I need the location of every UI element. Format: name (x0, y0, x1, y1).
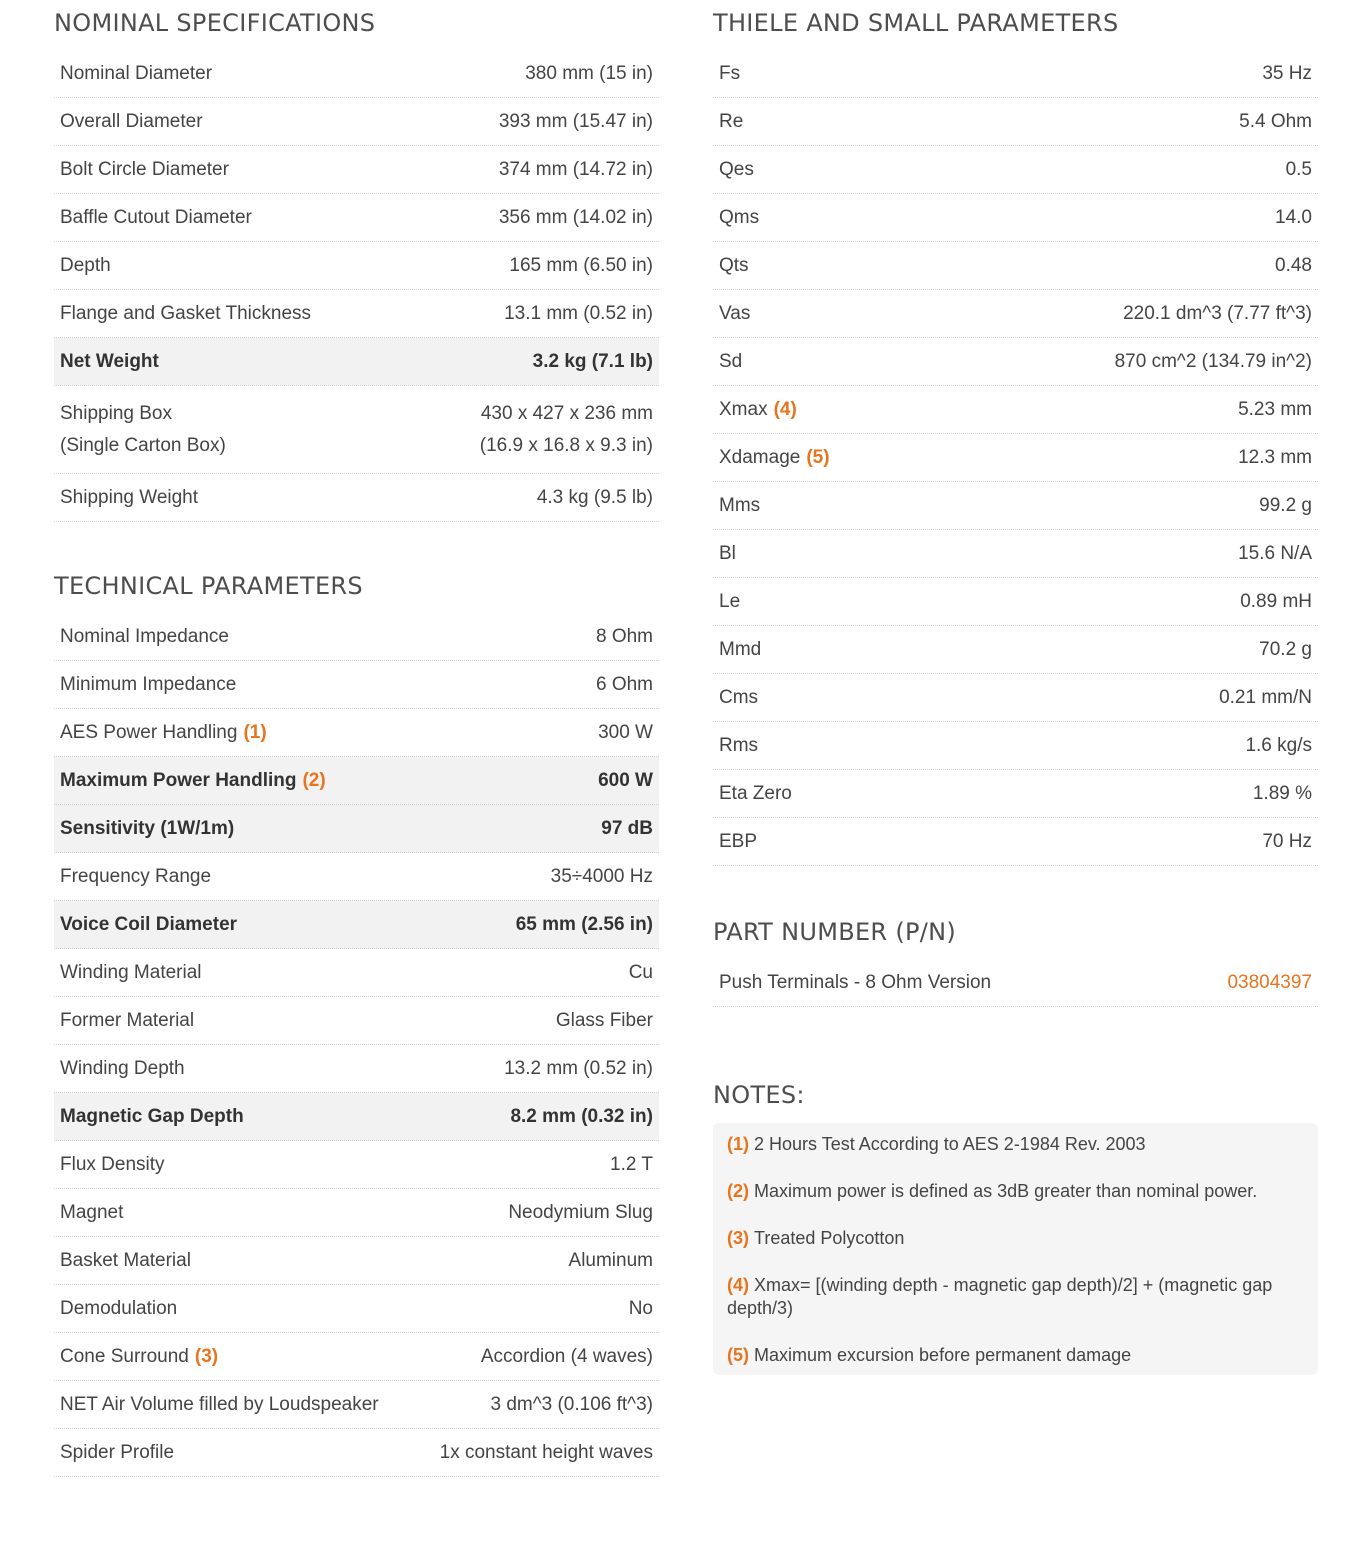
note-item (727, 1344, 1304, 1367)
row-label: Winding Depth (60, 1057, 185, 1079)
table-row (713, 482, 1318, 530)
row-value: No (628, 1297, 653, 1319)
row-value: 14.0 (1275, 206, 1312, 228)
table-row-highlighted (54, 1093, 659, 1141)
table-row (54, 386, 659, 474)
table-row (713, 770, 1318, 818)
row-label: Net Weight (60, 350, 159, 372)
row-label (60, 398, 226, 462)
row-value: 300 W (598, 721, 653, 743)
technical-parameters-heading: TECHNICAL PARAMETERS (54, 572, 363, 600)
row-label: Demodulation (60, 1297, 178, 1319)
table-row (54, 1285, 659, 1333)
table-row (713, 530, 1318, 578)
row-label-text: Maximum Power Handling (60, 769, 297, 791)
row-label: Re (719, 110, 744, 132)
nominal-specifications-table (54, 50, 659, 522)
table-row (54, 949, 659, 997)
note-text: Xmax= [(winding depth - magnetic gap depth)/2] + (magnetic gap depth/3) (727, 1275, 1273, 1318)
row-label: Voice Coil Diameter (60, 913, 238, 935)
row-label-text: AES Power Handling (60, 721, 238, 743)
table-row (713, 722, 1318, 770)
table-row (54, 1237, 659, 1285)
table-row (713, 434, 1318, 482)
row-label: Spider Profile (60, 1441, 175, 1463)
row-label: Rms (719, 734, 759, 756)
notes-heading: NOTES: (713, 1081, 805, 1109)
row-label: Magnetic Gap Depth (60, 1105, 244, 1127)
table-row (713, 674, 1318, 722)
row-label-text: Xmax (719, 398, 768, 420)
notes-box (713, 1123, 1318, 1375)
row-label: Nominal Diameter (60, 62, 213, 84)
row-label: Mms (719, 494, 761, 516)
table-row (54, 1189, 659, 1237)
table-row (713, 290, 1318, 338)
table-row (713, 242, 1318, 290)
row-label: Basket Material (60, 1249, 191, 1271)
note-text: Maximum power is defined as 3dB greater than nominal power. (754, 1181, 1258, 1201)
table-row (54, 709, 659, 757)
table-row (713, 50, 1318, 98)
note-text: Maximum excursion before permanent damage (754, 1345, 1132, 1365)
part-number-value: 03804397 (1227, 971, 1312, 993)
row-label: Nominal Impedance (60, 625, 229, 647)
table-row-highlighted (54, 757, 659, 805)
row-value: 0.48 (1275, 254, 1312, 276)
table-row (54, 1045, 659, 1093)
row-label (60, 717, 267, 749)
row-label (719, 442, 830, 474)
table-row-highlighted (54, 901, 659, 949)
left-column (54, 0, 659, 1477)
row-value: 8.2 mm (0.32 in) (510, 1105, 653, 1127)
row-label: Vas (719, 302, 751, 324)
row-label: Baffle Cutout Diameter (60, 206, 252, 228)
table-row (54, 1429, 659, 1477)
row-label-line: Shipping Box (60, 402, 172, 424)
table-row (54, 474, 659, 522)
table-row (54, 290, 659, 338)
row-label: Flux Density (60, 1153, 165, 1175)
row-value: 35÷4000 Hz (550, 865, 653, 887)
row-value: 3.2 kg (7.1 lb) (532, 350, 653, 372)
row-label: Sensitivity (1W/1m) (60, 817, 235, 839)
note-reference: (5) (806, 446, 830, 468)
row-label (60, 765, 326, 797)
row-value: 165 mm (6.50 in) (509, 254, 653, 276)
row-value: 374 mm (14.72 in) (498, 158, 653, 180)
row-label: Overall Diameter (60, 110, 203, 132)
note-number: (2) (727, 1181, 749, 1201)
row-label: Sd (719, 350, 743, 372)
note-text: Treated Polycotton (754, 1228, 905, 1248)
note-item (727, 1180, 1304, 1203)
row-label: Minimum Impedance (60, 673, 237, 695)
table-row (54, 98, 659, 146)
row-value: 5.23 mm (1238, 398, 1312, 420)
thiele-small-table (713, 50, 1318, 866)
table-row-highlighted (54, 805, 659, 853)
row-label-text: Cone Surround (60, 1345, 189, 1367)
row-label: Former Material (60, 1009, 195, 1031)
row-label: Qts (719, 254, 749, 276)
table-row (713, 626, 1318, 674)
row-value: 0.21 mm/N (1219, 686, 1312, 708)
table-row (54, 997, 659, 1045)
row-value: 0.5 (1285, 158, 1312, 180)
note-reference: (1) (243, 721, 267, 743)
table-row (54, 661, 659, 709)
row-label: Qms (719, 206, 760, 228)
row-value: Glass Fiber (555, 1009, 653, 1031)
table-row (713, 818, 1318, 866)
table-row (54, 1333, 659, 1381)
row-label: Le (719, 590, 741, 612)
note-number: (1) (727, 1134, 749, 1154)
row-value: 13.1 mm (0.52 in) (504, 302, 653, 324)
row-value: 1.2 T (610, 1153, 653, 1175)
table-row (713, 98, 1318, 146)
row-label: Bolt Circle Diameter (60, 158, 229, 180)
note-reference: (2) (302, 769, 326, 791)
row-label: Cms (719, 686, 759, 708)
row-value: 65 mm (2.56 in) (515, 913, 653, 935)
row-label: Bl (719, 542, 736, 564)
part-number-table (713, 959, 1318, 1007)
note-reference: (4) (773, 398, 797, 420)
row-value: 13.2 mm (0.52 in) (504, 1057, 653, 1079)
note-reference: (3) (194, 1345, 219, 1367)
row-value: Accordion (4 waves) (480, 1345, 653, 1367)
table-row (713, 578, 1318, 626)
row-label: Fs (719, 62, 741, 84)
row-label-text: Xdamage (719, 446, 801, 468)
technical-parameters-table (54, 613, 659, 1477)
row-label: EBP (719, 830, 758, 852)
row-value: 12.3 mm (1238, 446, 1312, 468)
row-label: Winding Material (60, 961, 202, 983)
row-value-line: (16.9 x 16.8 x 9.3 in) (479, 434, 653, 456)
row-value: 1x constant height waves (439, 1441, 653, 1463)
row-value: 6 Ohm (595, 673, 653, 695)
row-value: 4.3 kg (9.5 lb) (536, 486, 653, 508)
table-row (54, 50, 659, 98)
row-value: 1.6 kg/s (1245, 734, 1312, 756)
table-row-highlighted (54, 338, 659, 386)
row-label: Depth (60, 254, 111, 276)
row-value: 5.4 Ohm (1239, 110, 1312, 132)
table-row (713, 338, 1318, 386)
nominal-specifications-heading: NOMINAL SPECIFICATIONS (54, 9, 376, 37)
row-value: 380 mm (15 in) (525, 62, 653, 84)
row-value: 99.2 g (1259, 494, 1312, 516)
row-label: Qes (719, 158, 754, 180)
row-value: 0.89 mH (1240, 590, 1312, 612)
row-value: Neodymium Slug (508, 1201, 653, 1223)
table-row (54, 613, 659, 661)
row-label: Shipping Weight (60, 486, 199, 508)
note-item (727, 1227, 1304, 1250)
note-item (727, 1274, 1304, 1320)
row-value: Aluminum (568, 1249, 653, 1271)
row-value: 356 mm (14.02 in) (498, 206, 653, 228)
row-value: 393 mm (15.47 in) (498, 110, 653, 132)
row-value: 8 Ohm (595, 625, 653, 647)
row-label: Flange and Gasket Thickness (60, 302, 312, 324)
right-column (713, 0, 1318, 1375)
table-row (54, 194, 659, 242)
row-value: 1.89 % (1252, 782, 1312, 804)
table-row (54, 853, 659, 901)
row-value: 15.6 N/A (1238, 542, 1312, 564)
table-row (54, 1141, 659, 1189)
row-label: Mmd (719, 638, 762, 660)
row-value-line: 430 x 427 x 236 mm (480, 402, 653, 424)
row-value (480, 398, 653, 462)
table-row (713, 386, 1318, 434)
row-label: Push Terminals - 8 Ohm Version (719, 971, 992, 993)
table-row (54, 242, 659, 290)
thiele-small-heading: THIELE AND SMALL PARAMETERS (713, 9, 1119, 37)
row-value: 35 Hz (1262, 62, 1312, 84)
part-number-heading: PART NUMBER (P/N) (713, 918, 957, 946)
row-value: 600 W (598, 769, 653, 791)
row-value: 97 dB (601, 817, 653, 839)
note-number: (5) (727, 1345, 749, 1365)
row-label: Frequency Range (60, 865, 212, 887)
table-row (54, 146, 659, 194)
row-label: Magnet (60, 1201, 124, 1223)
row-label: Eta Zero (719, 782, 792, 804)
row-value: 3 dm^3 (0.106 ft^3) (490, 1393, 653, 1415)
note-item (727, 1133, 1304, 1156)
row-value: 70.2 g (1259, 638, 1312, 660)
row-value: 70 Hz (1262, 830, 1312, 852)
row-value: 220.1 dm^3 (7.77 ft^3) (1123, 302, 1312, 324)
note-number: (3) (727, 1228, 749, 1248)
note-text: 2 Hours Test According to AES 2-1984 Rev. 2003 (754, 1134, 1146, 1154)
table-row (713, 959, 1318, 1007)
row-label: NET Air Volume filled by Loudspeaker (60, 1393, 379, 1415)
row-label-line: (Single Carton Box) (60, 434, 226, 456)
row-label (60, 1341, 218, 1373)
row-value: 870 cm^2 (134.79 in^2) (1114, 350, 1312, 372)
row-label (719, 394, 797, 426)
table-row (713, 194, 1318, 242)
table-row (54, 1381, 659, 1429)
note-number: (4) (727, 1275, 749, 1295)
table-row (713, 146, 1318, 194)
row-value: Cu (628, 961, 653, 983)
